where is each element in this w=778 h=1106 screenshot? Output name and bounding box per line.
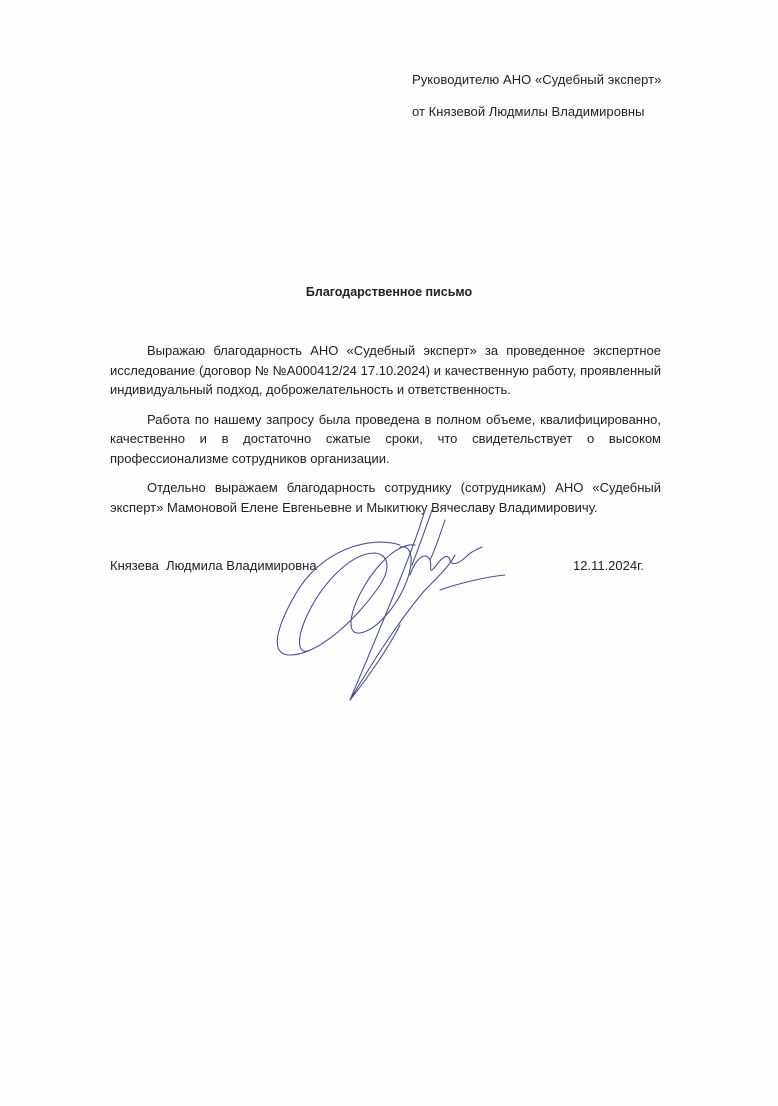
signature-date: 12.11.2024г. [573,558,644,573]
handwritten-signature-icon [250,505,530,705]
paragraph-2: Работа по нашему запросу была проведена в полном объеме, квалифицированно, качественно и в достаточно сжатые сроки, что свидетельствует о высоком профессионализме сотрудников организации. [110,411,661,466]
addressee-from-line: от Князевой Людмилы Владимировны [412,104,645,119]
letter-title: Благодарственное письмо [305,285,473,299]
letter-body [110,341,661,527]
addressee-to-line: Руководителю АНО «Судебный эксперт» [412,72,662,87]
paragraph-1: Выражаю благодарность АНО «Судебный эксперт» за проведенное экспертное исследование (договор № №А000412/24 17.10.2024) и качественную работу, проявленный индивидуальный подход, доброжелательность и ответственность. [110,343,661,397]
paragraph-3: Отдельно выражаем благодарность сотруднику (сотрудникам) АНО «Судебный эксперт» Мамоновой Елене Евгеньевне и Мыкитюку Вячеславу Владимировичу. [110,480,661,515]
signatory-name: Князева Людмила Владимировна [110,558,317,573]
